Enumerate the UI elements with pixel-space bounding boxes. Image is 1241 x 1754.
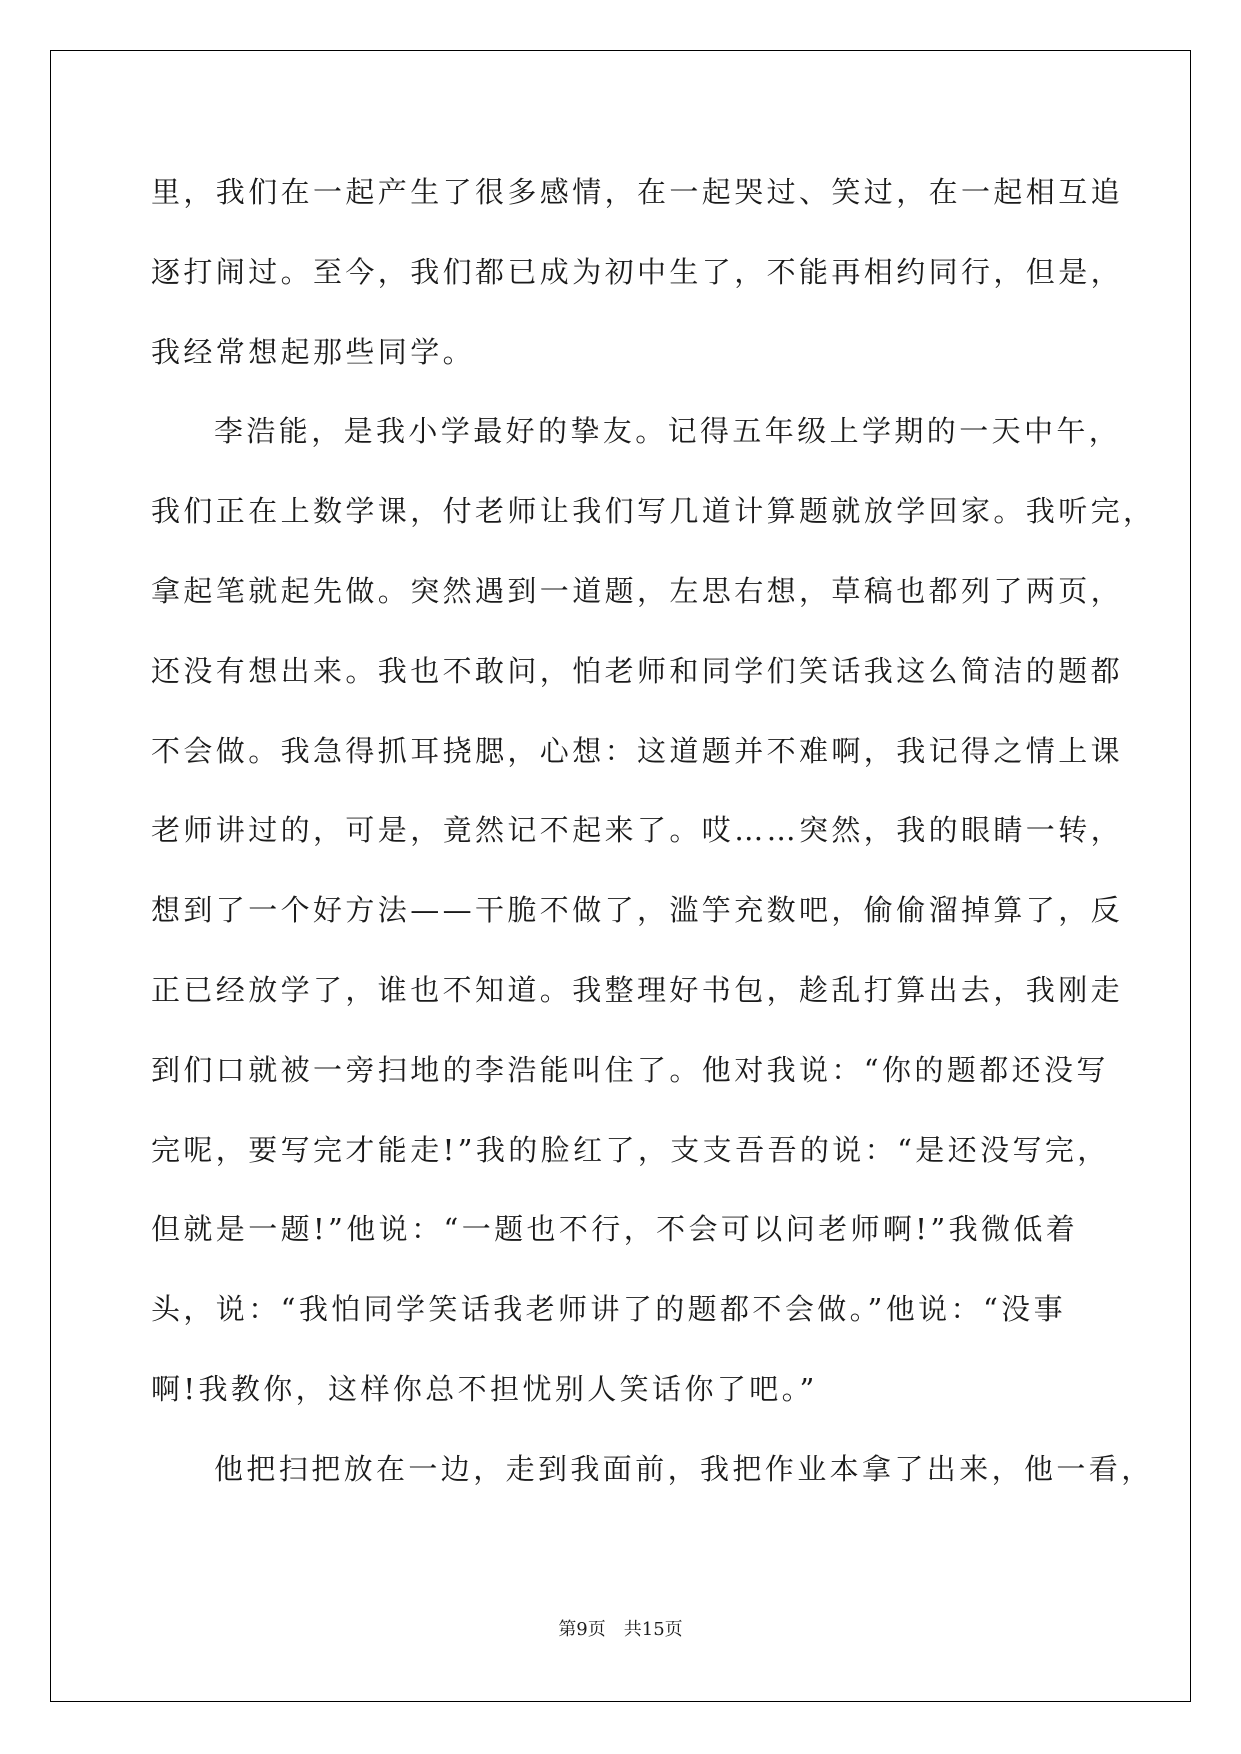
page-footer [0, 1618, 1241, 1642]
text-line: 啊!我教你，这样你总不担忧别人笑话你了吧。” [151, 1371, 818, 1406]
text-line: 但就是一题!”他说：“一题也不行，不会可以问老师啊!”我微低着 [151, 1212, 1079, 1247]
text-line: 老师讲过的，可是，竟然记不起来了。哎……突然，我的眼睛一转， [151, 813, 1124, 848]
text-line: 完呢，要写完才能走!”我的脸红了，支支吾吾的说：“是还没写完， [151, 1132, 1110, 1167]
document-body [151, 162, 1156, 1519]
text-line: 正已经放学了，谁也不知道。我整理好书包，趁乱打算出去，我刚走 [151, 972, 1124, 1007]
text-line: 我们正在上数学课，付老师让我们写几道计算题就放学回家。我听完， [151, 494, 1156, 529]
text-line: 拿起笔就起先做。突然遇到一道题，左思右想，草稿也都列了两页， [151, 573, 1124, 608]
text-line: 到们口就被一旁扫地的李浩能叫住了。他对我说：“你的题都还没写 [151, 1052, 1109, 1087]
text-line: 里，我们在一起产生了很多感情，在一起哭过、笑过，在一起相互追 [151, 175, 1124, 209]
page-number: 第9页 [558, 1619, 606, 1640]
paragraph-start-line: 他把扫把放在一边，走到我面前，我把作业本拿了出来，他一看， [214, 1451, 1154, 1486]
text-line: 想到了一个好方法——干脆不做了，滥竽充数吧，偷偷溜掉算了，反 [151, 893, 1124, 928]
text-line: 不会做。我急得抓耳挠腮，心想：这道题并不难啊，我记得之情上课 [151, 733, 1124, 768]
text-line: 逐打闹过。至今，我们都已成为初中生了，不能再相约同行，但是， [151, 254, 1124, 289]
text-line: 头，说：“我怕同学笑话我老师讲了的题都不会做。”他说：“没事 [151, 1292, 1066, 1327]
text-line: 还没有想出来。我也不敢问，怕老师和同学们笑话我这么简洁的题都 [151, 653, 1124, 688]
paragraph-start-line: 李浩能，是我小学最好的挚友。记得五年级上学期的一天中午， [214, 414, 1122, 449]
page-total: 共15页 [623, 1619, 683, 1640]
text-line: 我经常想起那些同学。 [151, 334, 476, 369]
